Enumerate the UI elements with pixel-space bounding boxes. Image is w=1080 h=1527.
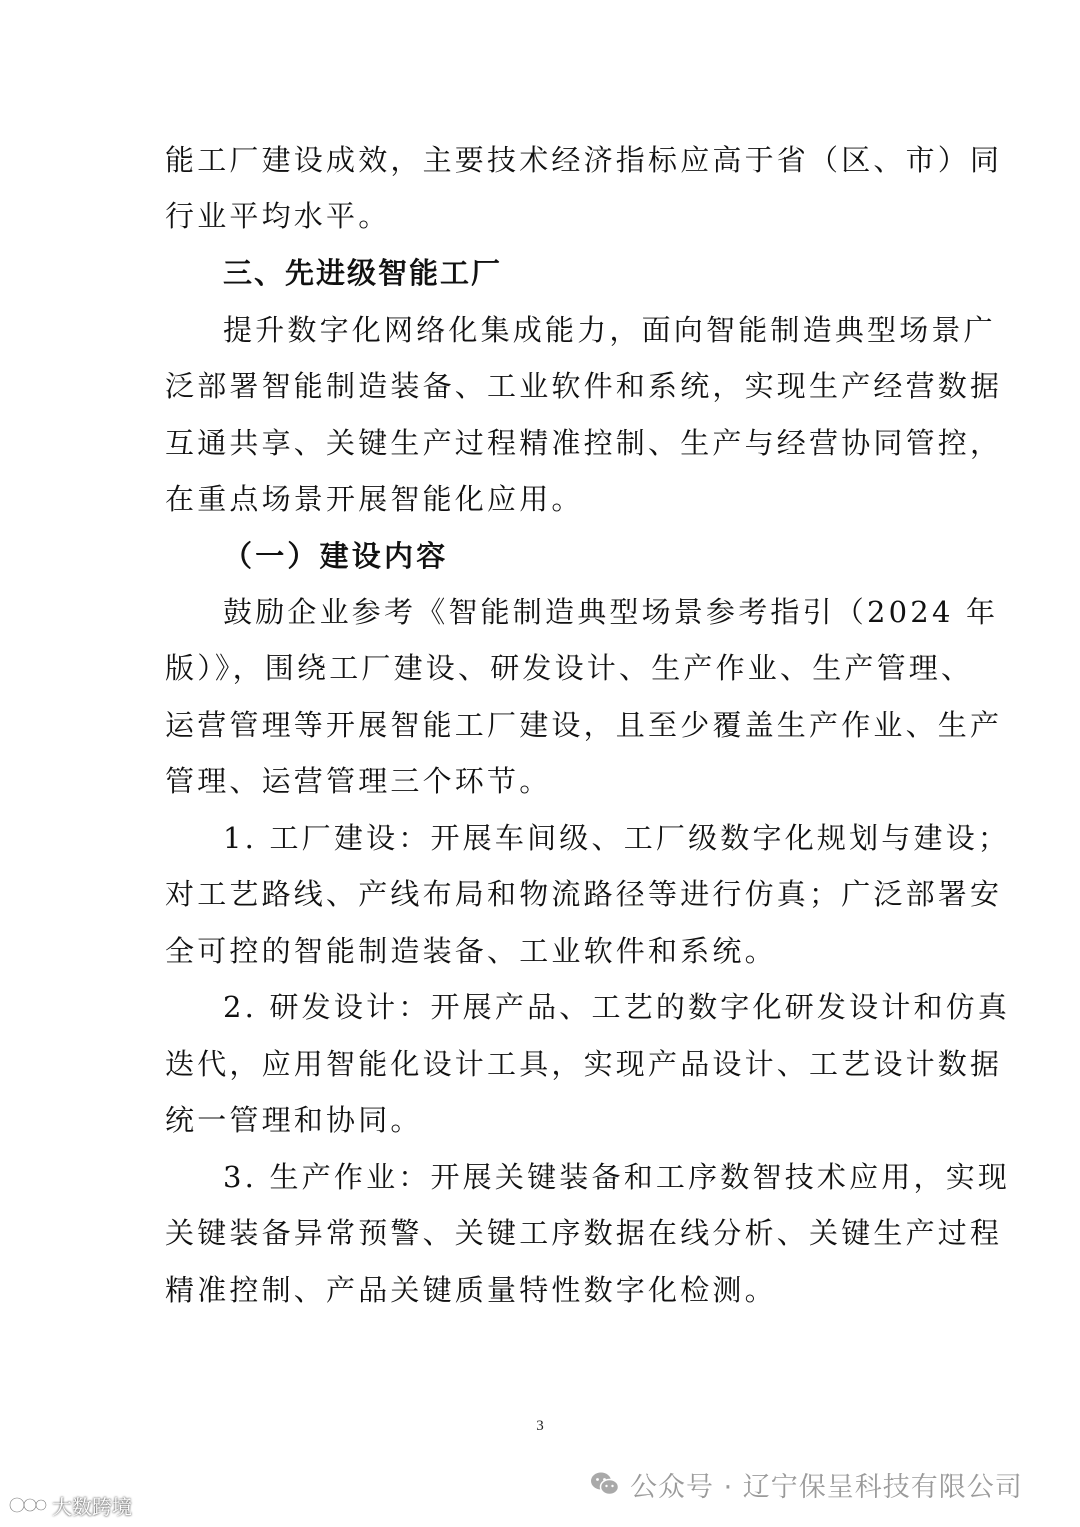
page-number: 3: [536, 1418, 544, 1434]
paragraph-line: 版）》，围绕工厂建设、研发设计、生产作业、生产管理、: [165, 651, 974, 685]
list-item-line: 1. 工厂建设：开展车间级、工厂级数字化规划与建设；: [223, 821, 1011, 855]
paragraph-line: 泛部署智能制造装备、工业软件和系统，实现生产经营数据: [165, 369, 1003, 403]
paragraph-line: 在重点场景开展智能化应用。: [165, 482, 584, 516]
wechat-watermark: [590, 1467, 1023, 1501]
paragraph-line: 对工艺路线、产线布局和物流路径等进行仿真；广泛部署安: [165, 877, 1003, 911]
list-item-line: 2. 研发设计：开展产品、工艺的数字化研发设计和仿真: [223, 990, 1011, 1024]
corner-watermark: [8, 1490, 132, 1520]
section-heading: 三、先进级智能工厂: [223, 256, 503, 290]
logo-icon: [8, 1494, 48, 1516]
paragraph-line: 运营管理等开展智能工厂建设，且至少覆盖生产作业、生产: [165, 708, 1003, 742]
paragraph-line: 鼓励企业参考《智能制造典型场景参考指引（2024 年: [223, 595, 999, 629]
paragraph-line: 能工厂建设成效，主要技术经济指标应高于省（区、市）同: [165, 143, 1003, 177]
paragraph-line: 提升数字化网络化集成能力，面向智能制造典型场景广: [223, 313, 996, 347]
paragraph-line: 精准控制、产品关键质量特性数字化检测。: [165, 1273, 777, 1307]
paragraph-line: 管理、运营管理三个环节。: [165, 764, 552, 798]
corner-watermark-text: 大数跨境: [52, 1494, 132, 1519]
subsection-heading: （一）建设内容: [223, 539, 449, 573]
paragraph-line: 全可控的智能制造装备、工业软件和系统。: [165, 934, 777, 968]
paragraph-line: 行业平均水平。: [165, 199, 391, 233]
paragraph-line: 互通共享、关键生产过程精准控制、生产与经营协同管控，: [165, 426, 1003, 460]
list-item-line: 3. 生产作业：开展关键装备和工序数智技术应用，实现: [223, 1160, 1011, 1194]
wechat-icon: [590, 1471, 620, 1497]
paragraph-line: 统一管理和协同。: [165, 1103, 423, 1137]
watermark-text: 公众号 · 辽宁保呈科技有限公司: [630, 1471, 1023, 1503]
paragraph-line: 关键装备异常预警、关键工序数据在线分析、关键生产过程: [165, 1216, 1003, 1250]
paragraph-line: 迭代，应用智能化设计工具，实现产品设计、工艺设计数据: [165, 1047, 1003, 1081]
